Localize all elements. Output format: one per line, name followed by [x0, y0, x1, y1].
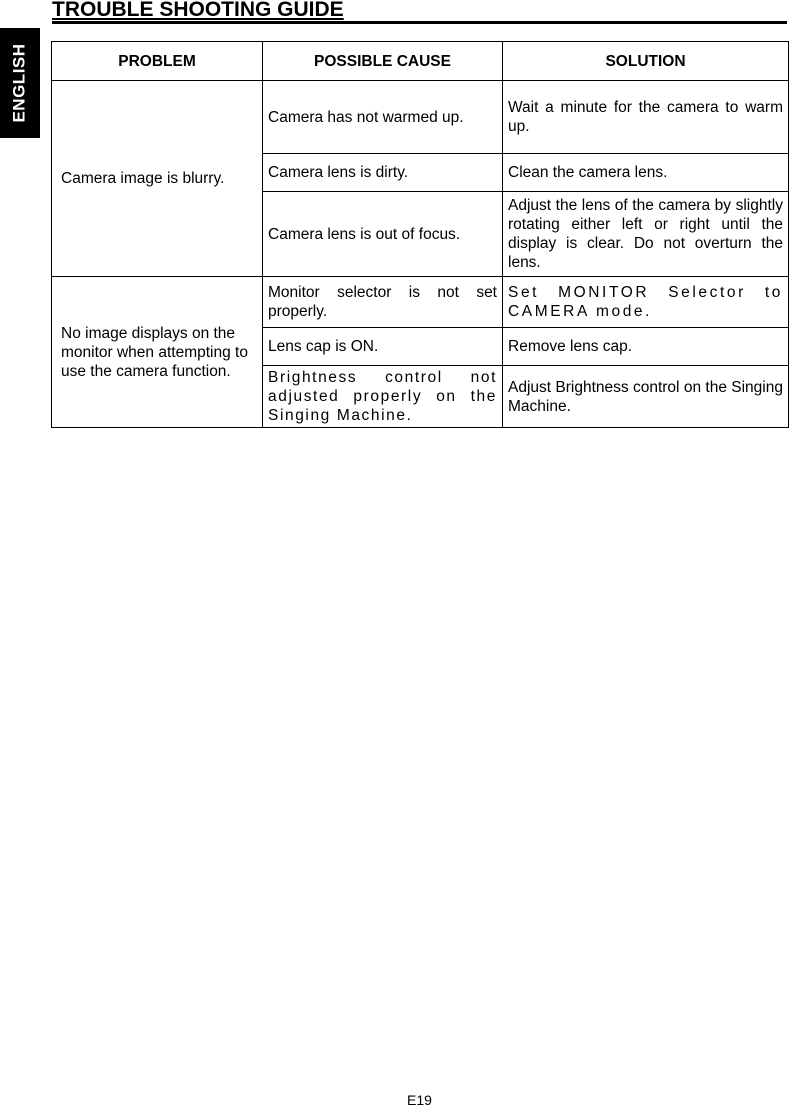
solution-cell: Wait a minute for the camera to warm up.	[503, 81, 789, 154]
troubleshooting-table	[51, 41, 789, 428]
header-possible-cause: POSSIBLE CAUSE	[263, 42, 503, 81]
header-problem: PROBLEM	[52, 42, 263, 81]
cause-cell: Brightness control not adjusted properly on the Singing Machine.	[263, 366, 503, 428]
table-header-row	[52, 42, 789, 81]
cause-cell: Camera has not warmed up.	[263, 81, 503, 154]
language-tab	[0, 28, 40, 138]
language-tab-label: ENGLISH	[10, 43, 29, 123]
solution-cell: Remove lens cap.	[503, 328, 789, 366]
solution-cell: Adjust Brightness control on the Singing Machine.	[503, 366, 789, 428]
cause-cell: Camera lens is out of focus.	[263, 192, 503, 277]
cause-cell: Lens cap is ON.	[263, 328, 503, 366]
page-number: E19	[407, 1092, 432, 1108]
solution-cell: Adjust the lens of the camera by slightly rotating either left or right until the display is clear. Do not overturn the lens.	[503, 192, 789, 277]
table-row	[52, 81, 789, 154]
table-row	[52, 277, 789, 328]
problem-cell: No image displays on the monitor when attempting to use the camera function.	[52, 277, 263, 428]
solution-cell: Set MONITOR Selector to CAMERA mode.	[503, 277, 789, 328]
solution-cell: Clean the camera lens.	[503, 154, 789, 192]
page-title: TROUBLE SHOOTING GUIDE	[52, 0, 344, 21]
header-solution: SOLUTION	[503, 42, 789, 81]
problem-cell: Camera image is blurry.	[52, 81, 263, 277]
cause-cell: Monitor selector is not set properly.	[263, 277, 503, 328]
cause-cell: Camera lens is dirty.	[263, 154, 503, 192]
title-rule	[52, 21, 787, 24]
